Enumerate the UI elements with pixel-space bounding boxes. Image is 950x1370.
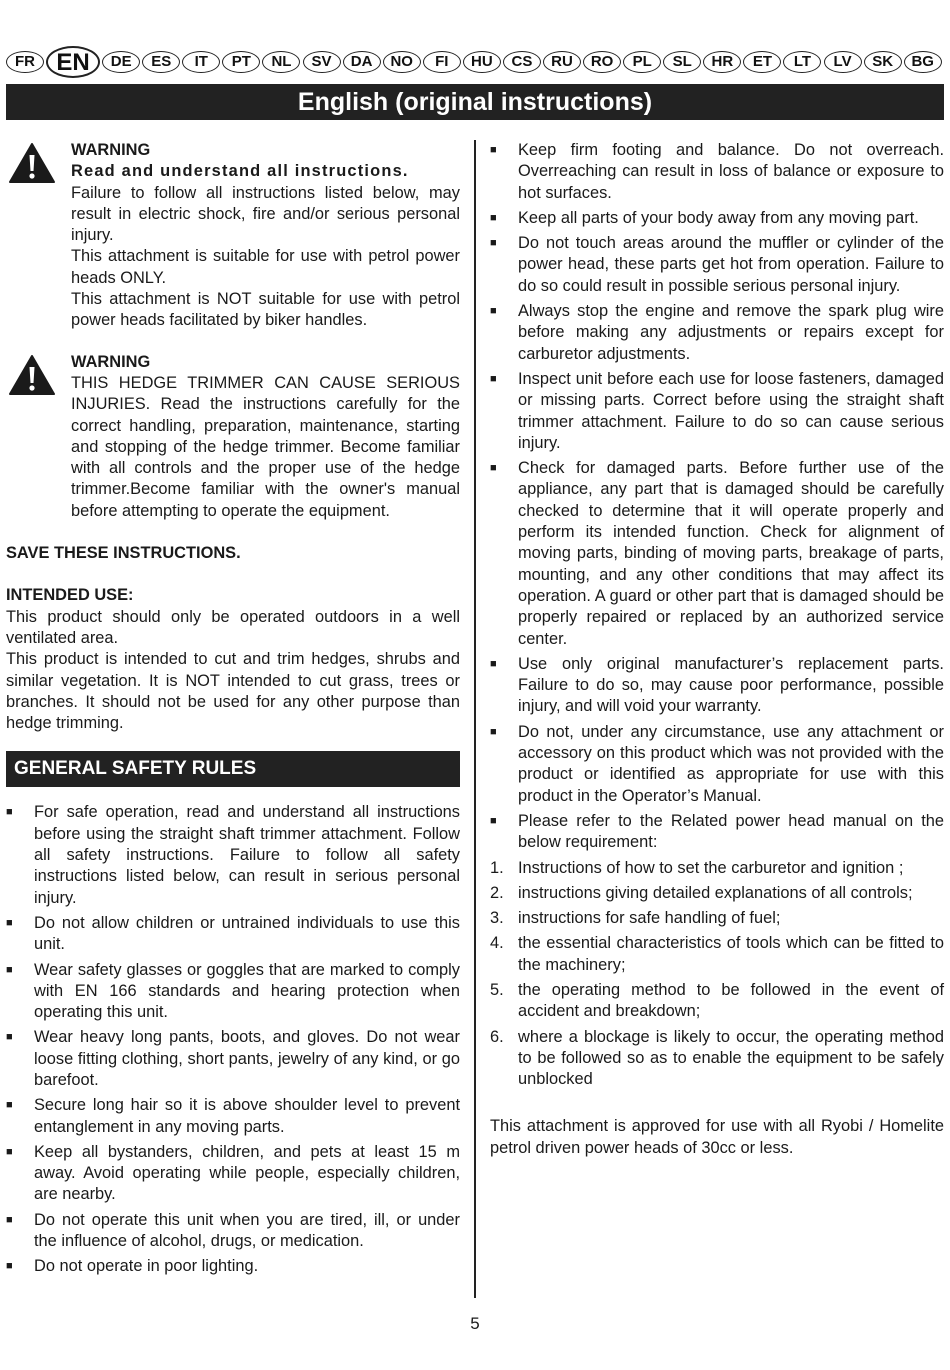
item-text: where a blockage is likely to occur, the operating method to be followed so as to enable the equipment to be safely unblocked [518,1027,944,1089]
warning-heading: WARNING [71,352,151,371]
language-tab-hu[interactable]: HU [463,51,501,73]
item-number: 3. [490,909,504,928]
item-text: the essential characteristics of tools which can be fitted to the machinery; [518,934,944,974]
page-title: English (original instructions) [6,84,944,120]
numbered-item [490,858,944,879]
numbered-item [490,1027,944,1091]
save-instructions: SAVE THESE INSTRUCTIONS. [6,544,241,563]
item-number: 1. [490,858,504,877]
warning-triangle-icon [8,354,56,396]
list-item: ■ Do not operate in poor lighting. [6,1256,460,1277]
warning-text-2: This attachment is suitable for use with petrol power heads ONLY. [71,247,460,287]
language-tab-es[interactable]: ES [142,51,180,73]
item-text: Instructions of how to set the carburetor and ignition ; [518,858,904,877]
approval-note: This attachment is approved for use with all Ryobi / Homelite petrol driven power heads of 30cc or less. [490,1117,944,1157]
language-tab-pl[interactable]: PL [623,51,661,73]
list-item: ■ Keep all parts of your body away from any moving part. [490,208,944,229]
language-tab-fi[interactable]: FI [423,51,461,73]
language-tab-it[interactable]: IT [182,51,220,73]
language-tab-no[interactable]: NO [383,51,421,73]
language-tab-pt[interactable]: PT [222,51,260,73]
list-item: ■ Use only original manufacturer’s replacement parts. Failure to do so, may cause poor performance, possible injury, and will void your warranty. [490,654,944,718]
warning-block-2 [6,352,460,522]
list-item: ■ Secure long hair so it is above shoulder level to prevent entanglement in any moving parts. [6,1095,460,1138]
list-item: ■ Do not operate this unit when you are tired, ill, or under the influence of alcohol, drugs, or medication. [6,1210,460,1253]
list-item: ■ Inspect unit before each use for loose fasteners, damaged or missing parts. Correct before using the straight shaft trimmer attachment. Failure to do so can cause serious injury. [490,369,944,454]
warning-block-1 [6,140,460,332]
language-tab-fr[interactable]: FR [6,51,44,73]
language-tab-ro[interactable]: RO [583,51,621,73]
list-item: ■ Please refer to the Related power head manual on the below requirement: [490,811,944,854]
list-item: ■ Do not allow children or untrained individuals to use this unit. [6,913,460,956]
warning-text: THIS HEDGE TRIMMER CAN CAUSE SERIOUS INJURIES. Read the instructions carefully for the correct handling, preparation, maintenance, starting and stopping of the hedge trimmer. Become familiar with all controls and the proper use of the hedge trimmer.Become familiar with the owner's manual before attempting to operate the equipment. [71,373,460,520]
language-tab-de[interactable]: DE [102,51,140,73]
list-item: ■ Check for damaged parts. Before further use of the appliance, any part that is damaged should be carefully checked to determine that it will operate properly and perform its intended function. Check for alignment of moving parts, binding of moving parts, breakage of parts, mounting, and any other conditions that may affect its operation. A guard or other part that is damaged should be properly repaired or replaced by an authorized service center. [490,458,944,650]
list-item: ■ Wear safety glasses or goggles that are marked to comply with EN 166 standards and hearing protection when operating this unit. [6,960,460,1024]
numbered-item [490,980,944,1023]
right-column [490,140,944,1159]
warning-text: Failure to follow all instructions listed below, may result in electric shock, fire and/or serious personal injury. [71,183,460,245]
language-tab-lt[interactable]: LT [783,51,821,73]
safety-rules-list-right [490,140,944,854]
item-text: instructions for safe handling of fuel; [518,909,781,928]
language-tab-sk[interactable]: SK [864,51,902,73]
list-item: ■ Always stop the engine and remove the spark plug wire before making any adjustments or repairs except for carburetor adjustments. [490,301,944,365]
language-tab-en[interactable]: EN [46,46,100,78]
list-item: ■ Wear heavy long pants, boots, and gloves. Do not wear loose fitting clothing, short pants, jewelry of any kind, or go barefoot. [6,1027,460,1091]
language-tab-et[interactable]: ET [743,51,781,73]
list-item: ■ Do not touch areas around the muffler or cylinder of the power head, these parts get hot from operation. Failure to do so could result in possible serious personal injury. [490,233,944,297]
numbered-item [490,883,944,904]
list-item: ■ Do not, under any circumstance, use any attachment or accessory on this product which was not provided with the product or identified as appropriate for use with this product in the Operator’s Manual. [490,722,944,807]
item-number: 2. [490,883,504,902]
warning-bold-line: Read and understand all instructions. [71,162,409,181]
warning-text-3: This attachment is NOT suitable for use with petrol power heads facilitated by biker handles. [71,290,460,330]
left-column [6,140,460,1282]
column-divider [474,140,476,1298]
intended-use-heading: INTENDED USE: [6,586,134,605]
language-selector [6,46,942,78]
item-number: 5. [490,980,504,999]
page-number: 5 [470,1314,480,1333]
warning-triangle-icon [8,142,56,184]
language-tab-nl[interactable]: NL [262,51,300,73]
language-tab-da[interactable]: DA [343,51,381,73]
numbered-item [490,933,944,976]
section-heading: GENERAL SAFETY RULES [6,751,460,787]
list-item: ■ Keep firm footing and balance. Do not overreach. Overreaching can result in loss of balance or exposure to hot surfaces. [490,140,944,204]
list-item: ■ Keep all bystanders, children, and pets at least 15 m away. Avoid operating while people, especially children, are nearby. [6,1142,460,1206]
warning-heading: WARNING [71,141,151,159]
safety-rules-list-left [6,802,460,1277]
list-item: ■ For safe operation, read and understand all instructions before using the straight shaft trimmer attachment. Follow all safety instructions. Failure to follow all safety instructions listed below, can result in serious personal injury. [6,802,460,908]
language-tab-sl[interactable]: SL [663,51,701,73]
item-number: 4. [490,934,504,953]
requirements-list [490,858,944,1091]
item-number: 6. [490,1027,504,1046]
intended-use-text-1: This product should only be operated outdoors in a well ventilated area. [6,607,460,647]
language-tab-sv[interactable]: SV [303,51,341,73]
language-tab-bg[interactable]: BG [904,51,942,73]
language-tab-cs[interactable]: CS [503,51,541,73]
numbered-item [490,908,944,929]
language-tab-ru[interactable]: RU [543,51,581,73]
intended-use-text-2: This product is intended to cut and trim hedges, shrubs and similar vegetation. It is NOT intended to cut grass, trees or branches. It should not be used for any other purpose than hedge trimming. [6,650,460,733]
item-text: instructions giving detailed explanations of all controls; [518,883,913,902]
language-tab-hr[interactable]: HR [703,51,741,73]
language-tab-lv[interactable]: LV [824,51,862,73]
item-text: the operating method to be followed in the event of accident and breakdown; [518,980,944,1021]
